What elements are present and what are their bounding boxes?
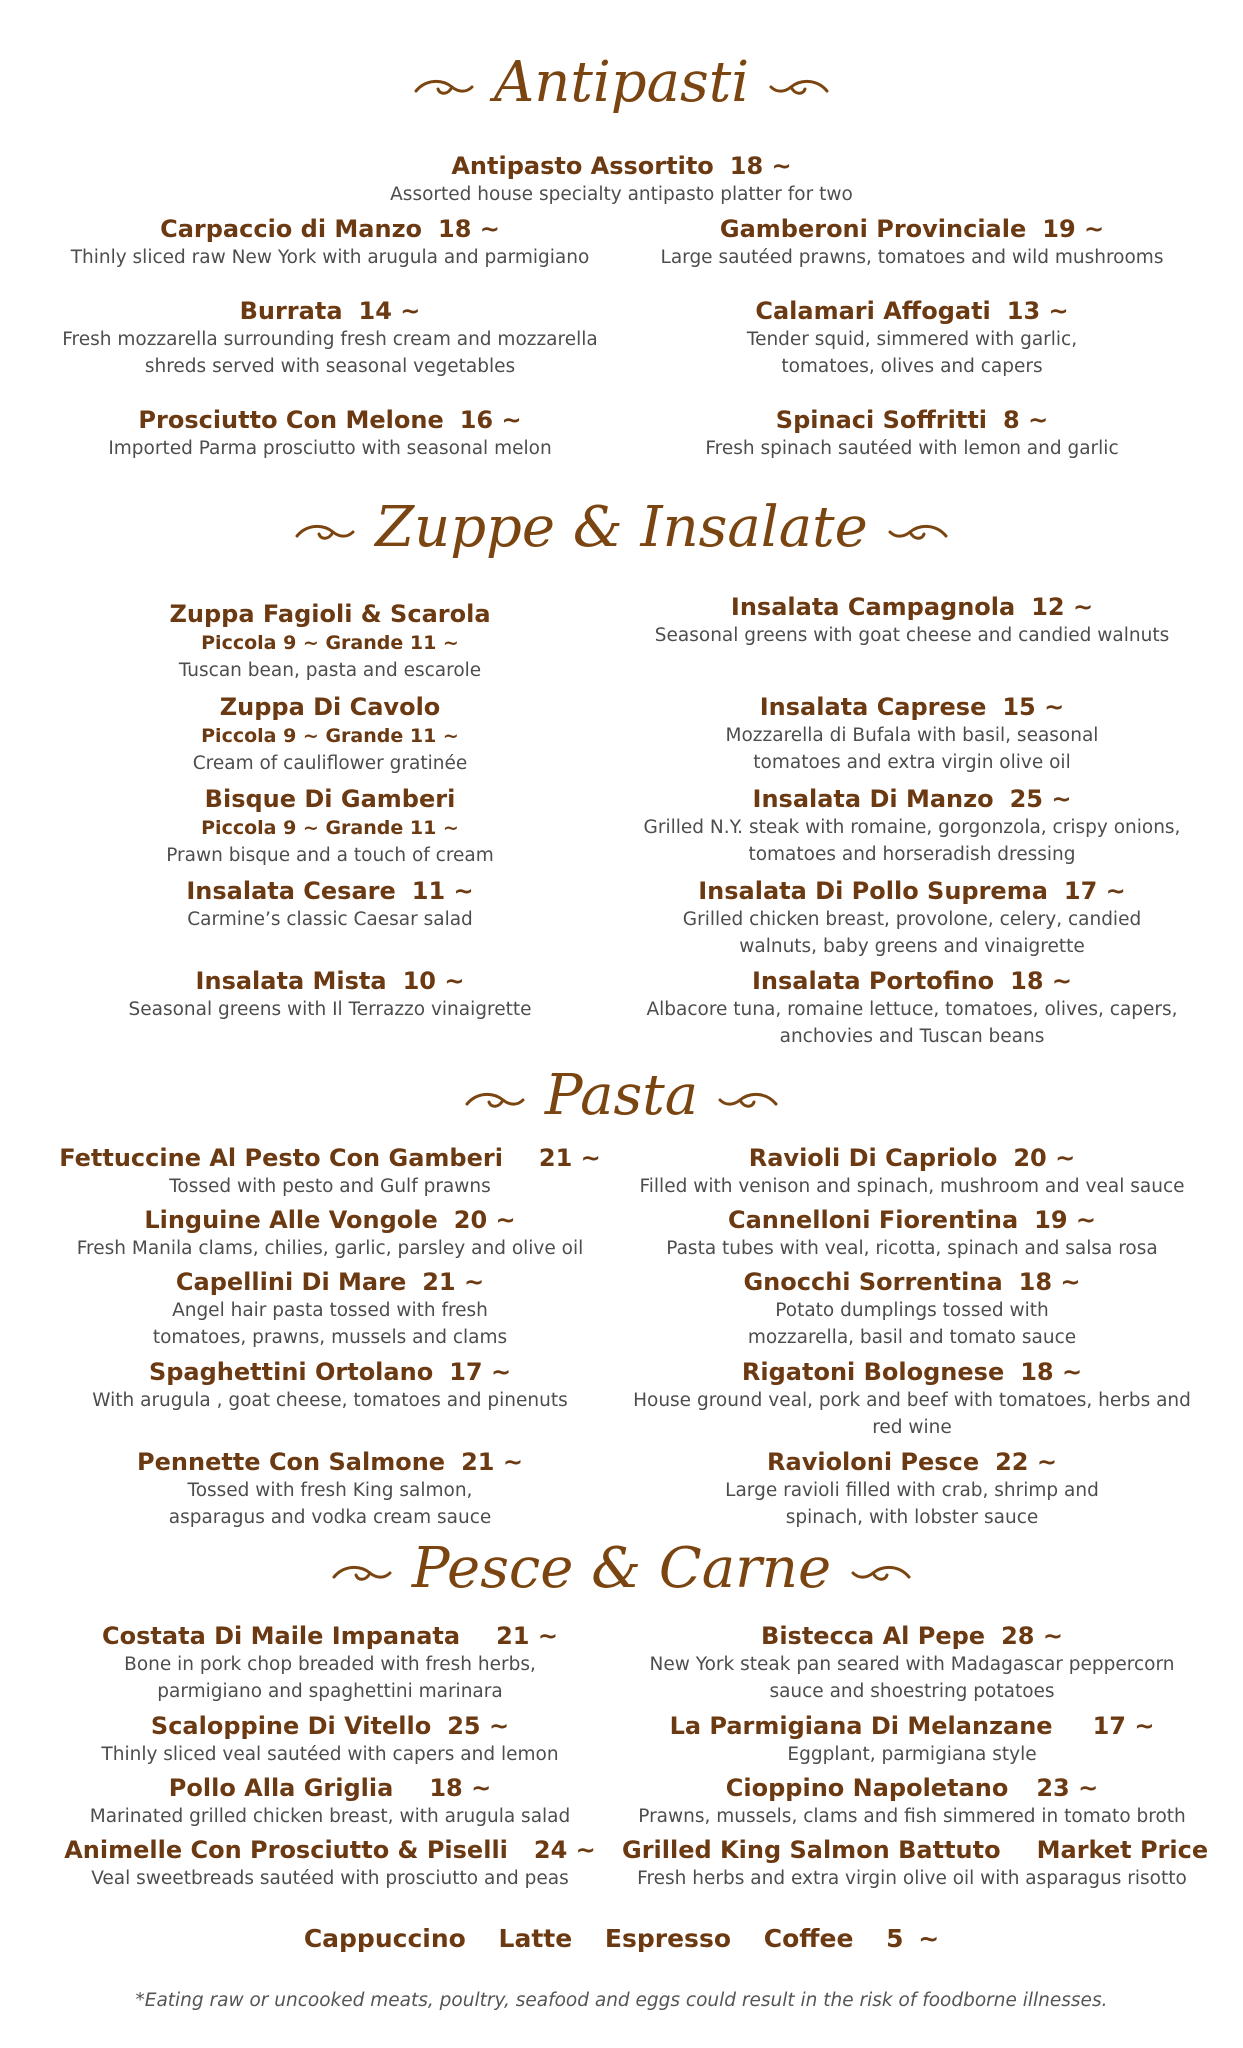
menu-item	[40, 966, 620, 1023]
item-name: Pollo Alla Griglia	[168, 1774, 394, 1802]
item-price: 25 ~	[447, 1712, 510, 1740]
item-description: Fresh spinach sautéed with lemon and garlic	[705, 438, 1119, 459]
item-name: Costata Di Maile Impanata	[102, 1622, 461, 1650]
drink-item: Espresso	[604, 1924, 731, 1953]
item-description: Fresh Manila clams, chilies, garlic, parsley and olive oil	[76, 1238, 584, 1259]
menu-item	[40, 1447, 620, 1531]
item-price: 20 ~	[1013, 1144, 1076, 1172]
disclaimer-note: *Eating raw or uncooked meats, poultry, seafood and eggs could result in the risk of foodborne illnesses.	[135, 1990, 1108, 2011]
menu-item	[0, 151, 1243, 208]
swirl-ornament-icon	[293, 520, 357, 544]
item-description: Thinly sliced raw New York with arugula and parmigiano	[70, 247, 590, 268]
item-name: Insalata Cesare	[186, 877, 396, 905]
menu-item	[40, 1621, 620, 1705]
item-name: Animelle Con Prosciutto & Piselli	[64, 1836, 508, 1864]
item-price: 18 ~	[1010, 967, 1073, 995]
item-description: Albacore tuna, romaine lettuce, tomatoes, olives, capers, anchovies and Tuscan beans	[646, 999, 1178, 1047]
item-description: Tuscan bean, pasta and escarole	[178, 660, 482, 681]
item-name: Calamari Affogati	[755, 297, 991, 325]
item-description: Angel hair pasta tossed with fresh tomatoes, prawns, mussels and clams	[152, 1300, 508, 1348]
item-price: 28 ~	[1001, 1622, 1063, 1650]
item-price: 15 ~	[1002, 693, 1065, 721]
zuppe-insalate-header	[0, 493, 1243, 563]
swirl-ornament-icon	[767, 75, 831, 99]
item-description: Bone in pork chop breaded with fresh herbs, parmigiano and spaghettini marinara	[124, 1654, 536, 1702]
menu-item	[622, 1835, 1209, 1892]
item-sizes: Piccola 9 ~ Grande 11 ~	[201, 632, 459, 654]
drink-item: Latte	[498, 1924, 573, 1953]
item-sizes: Piccola 9 ~ Grande 11 ~	[201, 725, 459, 747]
item-description: Prawns, mussels, clams and fish simmered in tomato broth	[638, 1806, 1186, 1827]
menu-item	[622, 1621, 1202, 1705]
item-price: 18 ~	[1020, 1358, 1083, 1386]
menu-item	[622, 214, 1202, 271]
item-description: Carmine’s classic Caesar salad	[187, 909, 473, 930]
zuppe-insalate-title: Zuppe & Insalate	[375, 495, 868, 560]
item-description: Imported Parma prosciutto with seasonal melon	[108, 438, 552, 459]
menu-item	[40, 1773, 620, 1830]
item-price: 25 ~	[1009, 785, 1072, 813]
item-description: Seasonal greens with goat cheese and candied walnuts	[654, 625, 1170, 646]
menu-item	[40, 405, 620, 462]
item-price: 12 ~	[1031, 593, 1094, 621]
item-name: Bistecca Al Pepe	[761, 1622, 986, 1650]
item-name: Rigatoni Bolognese	[741, 1358, 1005, 1386]
menu-item	[40, 692, 620, 777]
item-description: Tossed with pesto and Gulf prawns	[169, 1176, 491, 1197]
swirl-ornament-icon	[886, 520, 950, 544]
item-price: 24 ~	[533, 1836, 596, 1864]
menu-item	[622, 1773, 1202, 1830]
item-description: Mozzarella di Bufala with basil, seasonal tomatoes and extra virgin olive oil	[725, 725, 1099, 773]
item-description: Assorted house specialty antipasto platter for two	[390, 184, 853, 205]
item-description: Thinly sliced veal sautéed with capers and lemon	[101, 1744, 559, 1765]
item-name: Scaloppine Di Vitello	[150, 1712, 432, 1740]
item-price: 8 ~	[1003, 406, 1049, 434]
item-name: Bisque Di Gamberi	[204, 785, 456, 813]
item-description: Marinated grilled chicken breast, with arugula salad	[89, 1806, 571, 1827]
item-name: Gnocchi Sorrentina	[743, 1268, 1003, 1296]
swirl-ornament-icon	[463, 1088, 527, 1112]
item-name: Insalata Portofino	[751, 967, 995, 995]
menu-item	[622, 1447, 1202, 1531]
menu-item	[40, 599, 620, 684]
item-price: 10 ~	[402, 967, 465, 995]
item-name: Insalata Campagnola	[730, 593, 1016, 621]
item-name: Burrata	[239, 297, 343, 325]
pesce-carne-title: Pesce & Carne	[411, 1536, 832, 1601]
item-name: Ravioloni Pesce	[767, 1448, 980, 1476]
item-price: 20 ~	[453, 1206, 516, 1234]
item-description: Potato dumplings tossed with mozzarella, basil and tomato sauce	[747, 1300, 1077, 1348]
item-description: Eggplant, parmigiana style	[787, 1744, 1037, 1765]
item-description: Grilled N.Y. steak with romaine, gorgonzola, crispy onions, tomatoes and horseradish dressing	[643, 817, 1181, 865]
menu-item	[622, 1357, 1202, 1441]
antipasti-title: Antipasti	[493, 50, 750, 115]
item-name: Cannelloni Fiorentina	[727, 1206, 1019, 1234]
item-description: With arugula , goat cheese, tomatoes and pinenuts	[92, 1390, 568, 1411]
item-description: House ground veal, pork and beef with tomatoes, herbs and red wine	[633, 1390, 1191, 1438]
menu-item	[40, 1205, 620, 1262]
item-price: 16 ~	[459, 406, 522, 434]
menu-item	[40, 1267, 620, 1351]
item-name: La Parmigiana Di Melanzane	[669, 1712, 1053, 1740]
pasta-header	[0, 1061, 1243, 1131]
item-name: Antipasto Assortito	[451, 152, 714, 180]
menu-item	[622, 1143, 1202, 1200]
item-description: Fresh herbs and extra virgin olive oil with asparagus risotto	[637, 1868, 1187, 1889]
item-sizes: Piccola 9 ~ Grande 11 ~	[201, 817, 459, 839]
item-price: 17 ~	[1092, 1712, 1155, 1740]
item-name: Grilled King Salmon Battuto	[622, 1836, 1001, 1864]
swirl-ornament-icon	[716, 1088, 780, 1112]
item-price: 14 ~	[358, 297, 421, 325]
item-name: Spaghettini Ortolano	[148, 1358, 434, 1386]
menu-item	[622, 1267, 1202, 1351]
swirl-ornament-icon	[330, 1561, 394, 1585]
menu-item	[622, 1205, 1202, 1262]
item-price: Market Price	[1036, 1836, 1209, 1864]
swirl-ornament-icon	[849, 1561, 913, 1585]
menu-item	[40, 1357, 620, 1414]
menu-item	[40, 296, 620, 380]
menu-item	[40, 1711, 620, 1768]
item-name: Insalata Caprese	[759, 693, 987, 721]
menu-item	[622, 876, 1202, 960]
item-name: Spinaci Soffritti	[775, 406, 988, 434]
item-description: Pasta tubes with veal, ricotta, spinach and salsa rosa	[666, 1238, 1158, 1259]
item-price: 11 ~	[411, 877, 474, 905]
item-price: 13 ~	[1006, 297, 1069, 325]
item-description: Cream of cauliflower gratinée	[192, 753, 468, 774]
item-name: Zuppa Di Cavolo	[219, 693, 441, 721]
item-name: Linguine Alle Vongole	[144, 1206, 438, 1234]
item-price: 21 ~	[496, 1622, 558, 1650]
menu-item	[622, 692, 1202, 776]
item-price: 21 ~	[538, 1144, 601, 1172]
menu-item	[40, 1143, 620, 1200]
drink-item: Coffee	[763, 1924, 854, 1953]
item-price: 18 ~	[729, 152, 792, 180]
item-price: 19 ~	[1042, 215, 1105, 243]
item-price: 21 ~	[422, 1268, 485, 1296]
item-price: 19 ~	[1034, 1206, 1097, 1234]
drink-price: 5 ~	[886, 1924, 940, 1953]
item-name: Gamberoni Provinciale	[719, 215, 1027, 243]
item-description: Tossed with fresh King salmon, asparagus and vodka cream sauce	[168, 1480, 492, 1528]
item-price: 18 ~	[429, 1774, 492, 1802]
item-description: Filled with venison and spinach, mushroom and veal sauce	[639, 1176, 1185, 1197]
item-price: 21 ~	[461, 1448, 523, 1476]
menu-item	[40, 1835, 620, 1892]
menu-item	[40, 214, 620, 271]
menu-item	[622, 296, 1202, 380]
item-name: Fettuccine Al Pesto Con Gamberi	[59, 1144, 503, 1172]
item-price: 22 ~	[995, 1448, 1057, 1476]
item-name: Ravioli Di Capriolo	[748, 1144, 998, 1172]
item-name: Capellini Di Mare	[175, 1268, 407, 1296]
item-price: 17 ~	[449, 1358, 512, 1386]
antipasti-header	[0, 48, 1243, 118]
item-name: Insalata Di Pollo Suprema	[698, 877, 1048, 905]
item-description: Prawn bisque and a touch of cream	[166, 845, 494, 866]
swirl-ornament-icon	[412, 75, 476, 99]
item-description: Large ravioli filled with crab, shrimp and spinach, with lobster sauce	[725, 1480, 1099, 1528]
pesce-carne-header	[0, 1534, 1243, 1604]
item-description: Seasonal greens with Il Terrazzo vinaigrette	[128, 999, 532, 1020]
item-price: 23 ~	[1036, 1774, 1099, 1802]
item-description: New York steak pan seared with Madagascar peppercorn sauce and shoestring potatoes	[649, 1654, 1175, 1702]
menu-item	[622, 1711, 1202, 1768]
item-name: Insalata Mista	[195, 967, 387, 995]
menu-item	[622, 966, 1202, 1050]
drink-item: Cappuccino	[303, 1924, 466, 1953]
menu-item	[40, 784, 620, 869]
item-name: Cioppino Napoletano	[725, 1774, 1009, 1802]
item-price: 18 ~	[1018, 1268, 1081, 1296]
item-name: Pennette Con Salmone	[137, 1448, 446, 1476]
item-name: Prosciutto Con Melone	[138, 406, 444, 434]
menu-item	[622, 592, 1202, 649]
item-description: Veal sweetbreads sautéed with prosciutto and peas	[91, 1868, 569, 1889]
item-name: Carpaccio di Manzo	[160, 215, 423, 243]
item-price: 18 ~	[438, 215, 500, 243]
item-name: Insalata Di Manzo	[752, 785, 994, 813]
item-description: Fresh mozzarella surrounding fresh cream and mozzarella shreds served with seasonal vegetables	[62, 329, 598, 377]
item-price: 17 ~	[1063, 877, 1126, 905]
pasta-title: Pasta	[544, 1063, 699, 1128]
item-name: Zuppa Fagioli & Scarola	[169, 600, 491, 628]
menu-item	[622, 405, 1202, 462]
item-description: Large sautéed prawns, tomatoes and wild mushrooms	[660, 247, 1164, 268]
menu-item	[40, 876, 620, 933]
item-description: Tender squid, simmered with garlic, tomatoes, olives and capers	[746, 329, 1078, 377]
item-description: Grilled chicken breast, provolone, celery, candied walnuts, baby greens and vinaigrette	[682, 909, 1142, 957]
drinks-line	[0, 1922, 1243, 1956]
menu-item	[622, 784, 1202, 868]
